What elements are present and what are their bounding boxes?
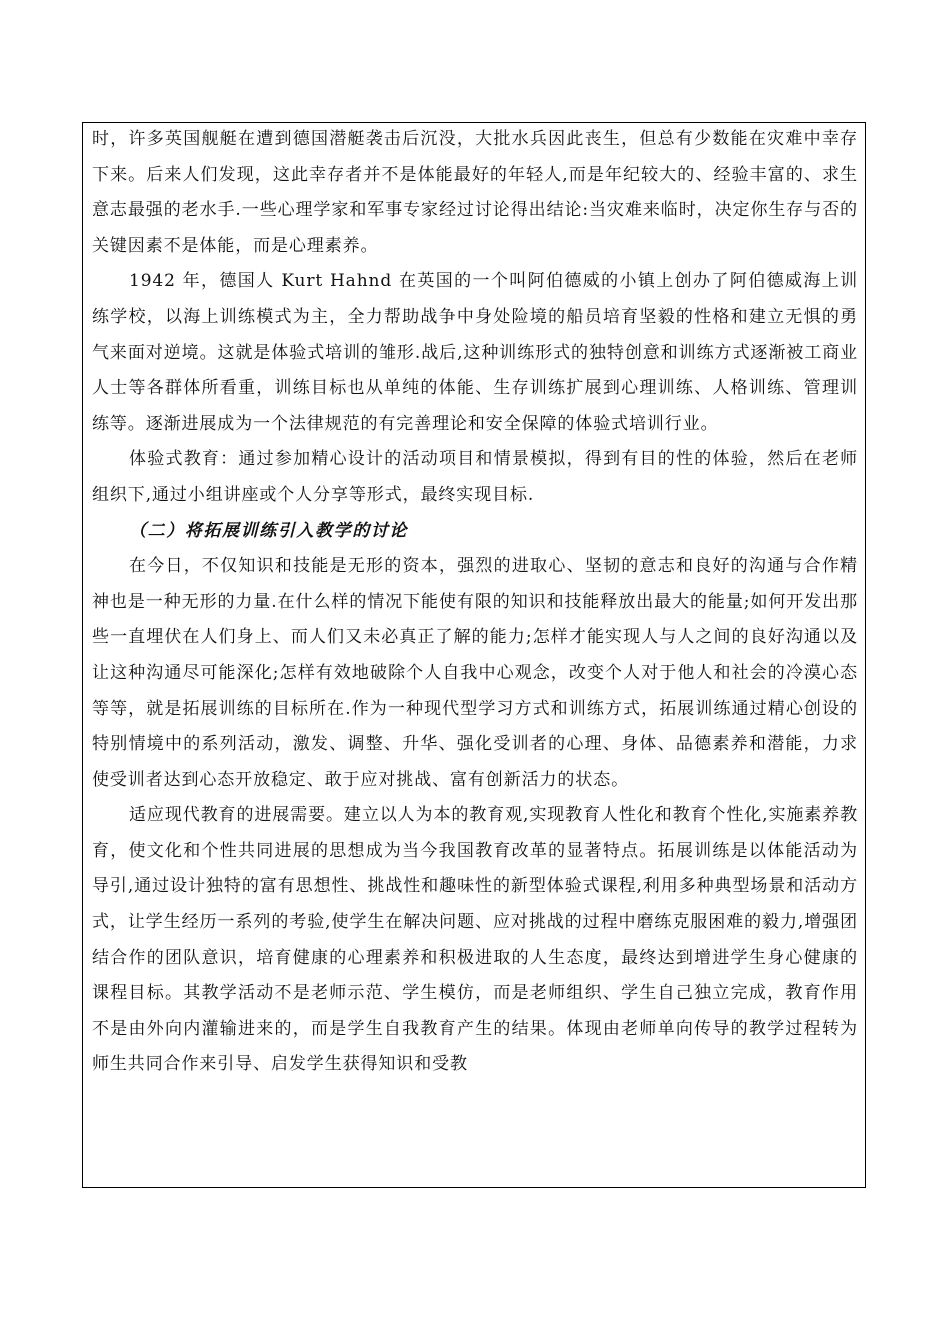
paragraph-ww2-survivors: 时，许多英国舰艇在遭到德国潜艇袭击后沉没，大批水兵因此丧生，但总有少数能在灾难中幸存下来。后来人们发现，这此幸存者并不是体能最好的年轻人,而是年纪较大的、经验丰富的、求生意志最强的老水手.一些心理学家和军事专家经过讨论得出结论:当灾难来临时，决定你生存与否的关键因素不是体能，而是心理素养。 — [92, 129, 858, 256]
section-heading: （二）将拓展训练引入教学的讨论 — [129, 520, 408, 541]
paragraph-outward-bound-goals: 在今日，不仅知识和技能是无形的资本，强烈的进取心、坚韧的意志和良好的沟通与合作精神也是一种无形的力量.在什么样的情况下能使有限的知识和技能释放出最大的能量;如何开发出那些一直埋伏在人们身上、而人们又未必真正了解的能力;怎样才能实现人与人之间的良好沟通以及让这种沟通尽可能深化;怎样有效地破除个人自我中心观念，改变个人对于他人和社会的冷漠心态等等，就是拓展训练的目标所在.作为一种现代型学习方式和训练方式，拓展训练通过精心创设的特别情境中的系列活动，激发、调整、升华、强化受训者的心理、身体、品德素养和潜能，力求使受训者达到心态开放稳定、敢于应对挑战、富有创新活力的状态。 — [92, 556, 858, 790]
paragraph-kurt-hahn-history: 1942 年，德国人 Kurt Hahnd 在英国的一个叫阿伯德威的小镇上创办了阿伯德威海上训练学校，以海上训练模式为主，全力帮助战争中身处险境的船员培育坚毅的性格和建立无惧的勇气来面对逆境。这就是体验式培训的雏形.战后,这种训练形式的独特创意和训练方式逐渐被工商业人士等各群体所看重，训练目标也从单纯的体能、生存训练扩展到心理训练、人格训练、管理训练等。逐渐进展成为一个法律规范的有完善理论和安全保障的体验式培训行业。 — [92, 271, 858, 434]
document-body — [92, 122, 858, 1083]
paragraph-experiential-education: 体验式教育：通过参加精心设计的活动项目和情景模拟，得到有目的性的体验，然后在老师组织下,通过小组讲座或个人分享等形式，最终实现目标. — [92, 449, 858, 505]
paragraph-modern-education: 适应现代教育的进展需要。建立以人为本的教育观,实现教育人性化和教育个性化,实施素养教育，使文化和个性共同进展的思想成为当今我国教育改革的显著特点。拓展训练是以体能活动为导引,通过设计独特的富有思想性、挑战性和趣味性的新型体验式课程,利用多种典型场景和活动方式，让学生经历一系列的考验,使学生在解决问题、应对挑战的过程中磨练克服困难的毅力,增强团结合作的团队意识，培育健康的心理素养和积极进取的人生态度，最终达到增进学生身心健康的课程目标。其教学活动不是老师示范、学生模仿，而是老师组织、学生自己独立完成，教育作用不是由外向内灌输进来的，而是学生自我教育产生的结果。体现由老师单向传导的教学过程转为师生共同合作来引导、启发学生获得知识和受教 — [92, 805, 858, 1075]
